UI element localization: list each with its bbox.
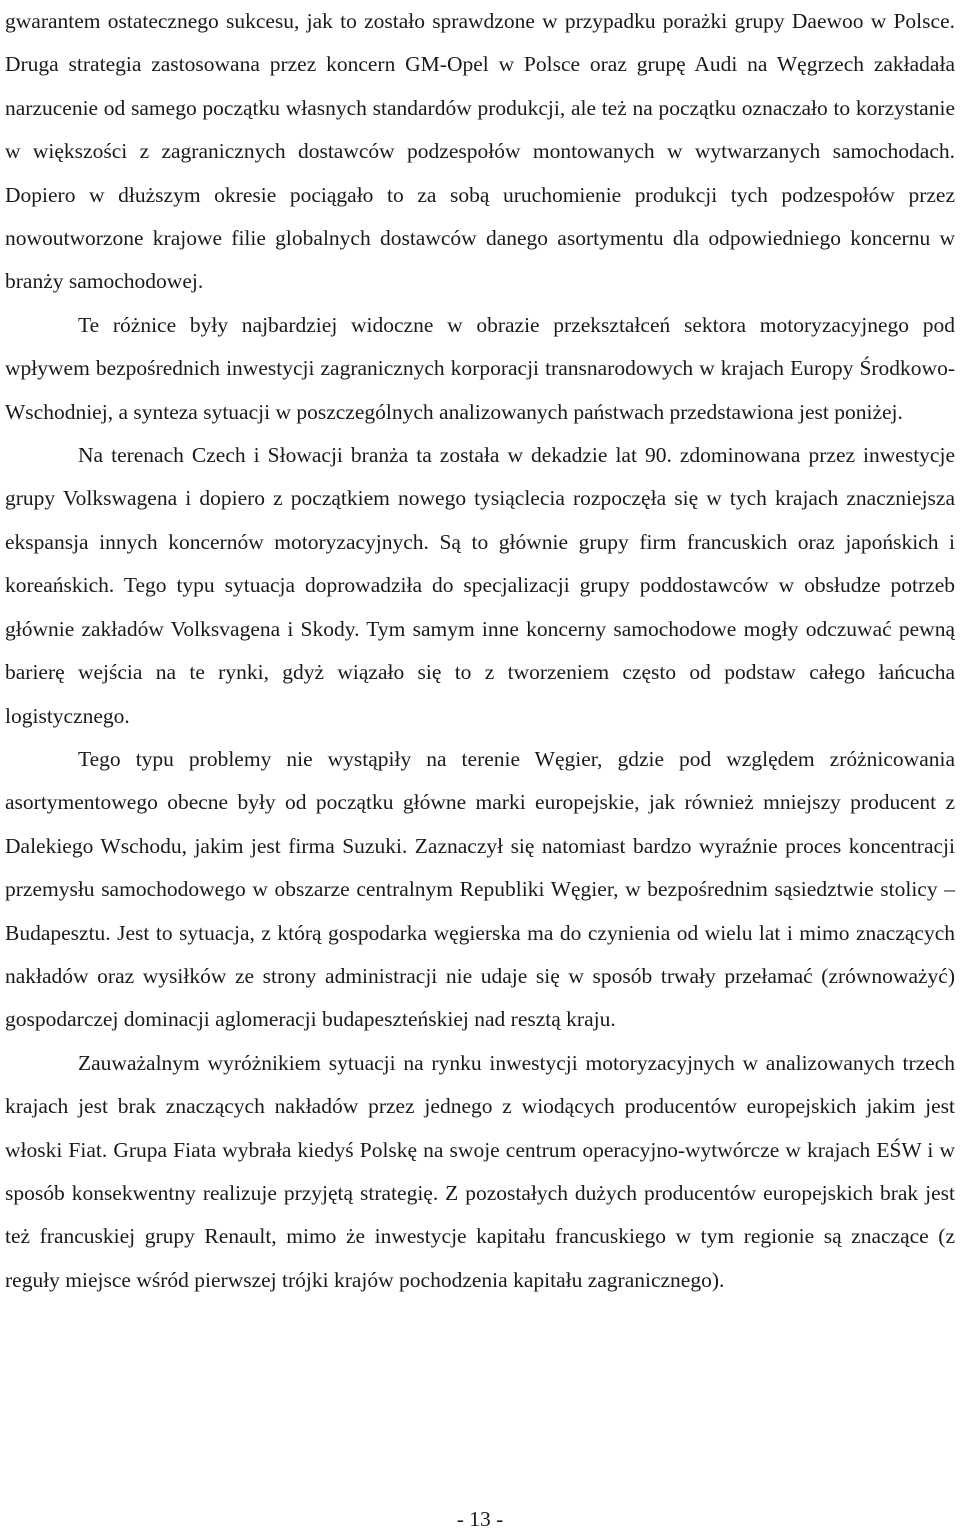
paragraph-4: Tego typu problemy nie wystąpiły na terenie Węgier, gdzie pod względem zróżnicowania asortymentowego obecne były od początku główne marki europejskie, jak również mniejszy producent z Dalekiego Wschodu, jakim jest firma Suzuki. Zaznaczył się natomiast bardzo wyraźnie proces koncentracji przemysłu samochodowego w obszarze centralnym Republiki Węgier, w bezpośrednim sąsiedztwie stolicy – Budapesztu. Jest to sytuacja, z którą gospodarka węgierska ma do czynienia od wielu lat i mimo znaczących nakładów oraz wysiłków ze strony administracji nie udaje się w sposób trwały przełamać (zrównoważyć) gospodarczej dominacji aglomeracji budapeszteńskiej nad resztą kraju. (5, 746, 955, 1032)
paragraph-3: Na terenach Czech i Słowacji branża ta została w dekadzie lat 90. zdominowana przez inwestycje grupy Volkswagena i dopiero z początkiem nowego tysiąclecia rozpoczęła się w tych krajach znaczniejsza ekspansja innych koncernów motoryzacyjnych. Są to głównie grupy firm francuskich oraz japońskich i koreańskich. Tego typu sytuacja doprowadziła do specjalizacji grupy poddostawców w obsłudze potrzeb głównie zakładów Volksvagena i Skody. Tym samym inne koncerny samochodowe mogły odczuwać pewną barierę wejścia na te rynki, gdyż wiązało się to z tworzeniem często od podstaw całego łańcucha logistycznego. (5, 443, 955, 728)
document-page (5, 0, 955, 1302)
paragraph-2: Te różnice były najbardziej widoczne w obrazie przekształceń sektora motoryzacyjnego pod wpływem bezpośrednich inwestycji zagranicznych korporacji transnarodowych w krajach Europy Środkowo-Wschodniej, a synteza sytuacji w poszczególnych analizowanych państwach przedstawiona jest poniżej. (5, 312, 955, 424)
page-number: - 13 - (456, 1507, 504, 1531)
paragraph-1: gwarantem ostatecznego sukcesu, jak to zostało sprawdzone w przypadku porażki grupy Daewoo w Polsce. Druga strategia zastosowana przez koncern GM-Opel w Polsce oraz grupę Audi na Węgrzech zakładała narzucenie od samego początku własnych standardów produkcji, ale też na początku oznaczało to korzystanie w większości z zagranicznych dostawców podzespołów montowanych w wytwarzanych samochodach. Dopiero w dłuższym okresie pociągało to za sobą uruchomienie produkcji tych podzespołów przez nowoutworzone krajowe filie globalnych dostawców danego asortymentu dla odpowiedniego koncernu w branży samochodowej. (5, 9, 955, 294)
paragraph-5: Zauważalnym wyróżnikiem sytuacji na rynku inwestycji motoryzacyjnych w analizowanych trzech krajach jest brak znaczących nakładów przez jednego z wiodących producentów europejskich jakim jest włoski Fiat. Grupa Fiata wybrała kiedyś Polskę na swoje centrum operacyjno-wytwórcze w krajach EŚW i w sposób konsekwentny realizuje przyjętą strategię. Z pozostałych dużych producentów europejskich brak jest też francuskiej grupy Renault, mimo że inwestycje kapitału francuskiego w tym regionie są znaczące (z reguły miejsce wśród pierwszej trójki krajów pochodzenia kapitału zagranicznego). (5, 1050, 955, 1292)
